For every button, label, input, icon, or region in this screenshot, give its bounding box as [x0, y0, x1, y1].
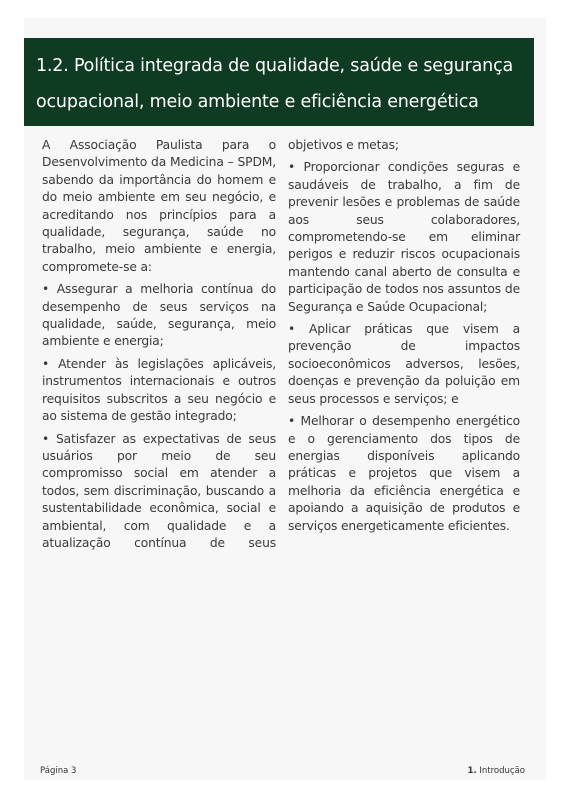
section-title-line-2: ocupacional, meio ambiente e eficiência energética: [36, 92, 479, 112]
section-title-line-1: 1.2. Política integrada de qualidade, saúde e segurança: [36, 56, 514, 76]
page-number: Página 3: [40, 766, 77, 776]
footer-section: [468, 766, 525, 776]
body-columns: [42, 137, 520, 557]
footer-section-number: 1.: [467, 766, 477, 776]
bullet-paragraph: • Proporcionar condições seguras e saudáveis de trabalho, a fim de prevenir lesões e problemas de saúde aos seus colaboradores, comprometendo-se em eliminar perigos e reduzir riscos ocupacionais mantendo canal aberto de consulta e participação de todos nos assuntos de Segurança e Saúde Ocupacional;: [288, 160, 520, 314]
bullet-paragraph: • Melhorar o desempenho energético e o gerenciamento dos tipos de energias disponíveis aplicando práticas e projetos que visem a melhoria da eficiência energética e apoiando a aquisição de produtos e serviços energeticamente eficientes.: [288, 414, 520, 533]
left-column: [42, 137, 276, 557]
intro-paragraph: A Associação Paulista para o Desenvolvimento da Medicina – SPDM, sabendo da importância do homem e do meio ambiente em seu negócio, e acreditando nos princípios para a qualidade, segurança, saúde no trabalho, meio ambiente e energia, compromete-se a:: [42, 138, 276, 274]
right-column: [288, 137, 520, 557]
bullet-paragraph: • Atender às legislações aplicáveis, instrumentos internacionais e outros requisitos subscritos a seu negócio e ao sistema de gestão integrado;: [42, 356, 276, 424]
section-title: [36, 48, 520, 120]
bullet-paragraph: • Assegurar a melhoria contínua do desempenho de seus serviços na qualidade, saúde, segurança, meio ambiente e energia;: [42, 282, 276, 349]
bullet-paragraph: • Satisfazer as expectativas de seus usuários por meio de seu compromisso social em atender a todos, sem discriminação, buscando a sustentabilidade econômica, social e ambiental, com qualidade e a atualização contínua de seus: [42, 431, 276, 550]
footer-section-name: Introdução: [479, 766, 525, 776]
bullet-paragraph: • Aplicar práticas que visem a prevenção de impactos socioeconômicos adversos, lesões, doenças e prevenção da poluição em seus processos e serviços; e: [288, 322, 520, 406]
section-title-bar: [24, 38, 534, 126]
continued-paragraph: objetivos e metas;: [288, 138, 399, 152]
